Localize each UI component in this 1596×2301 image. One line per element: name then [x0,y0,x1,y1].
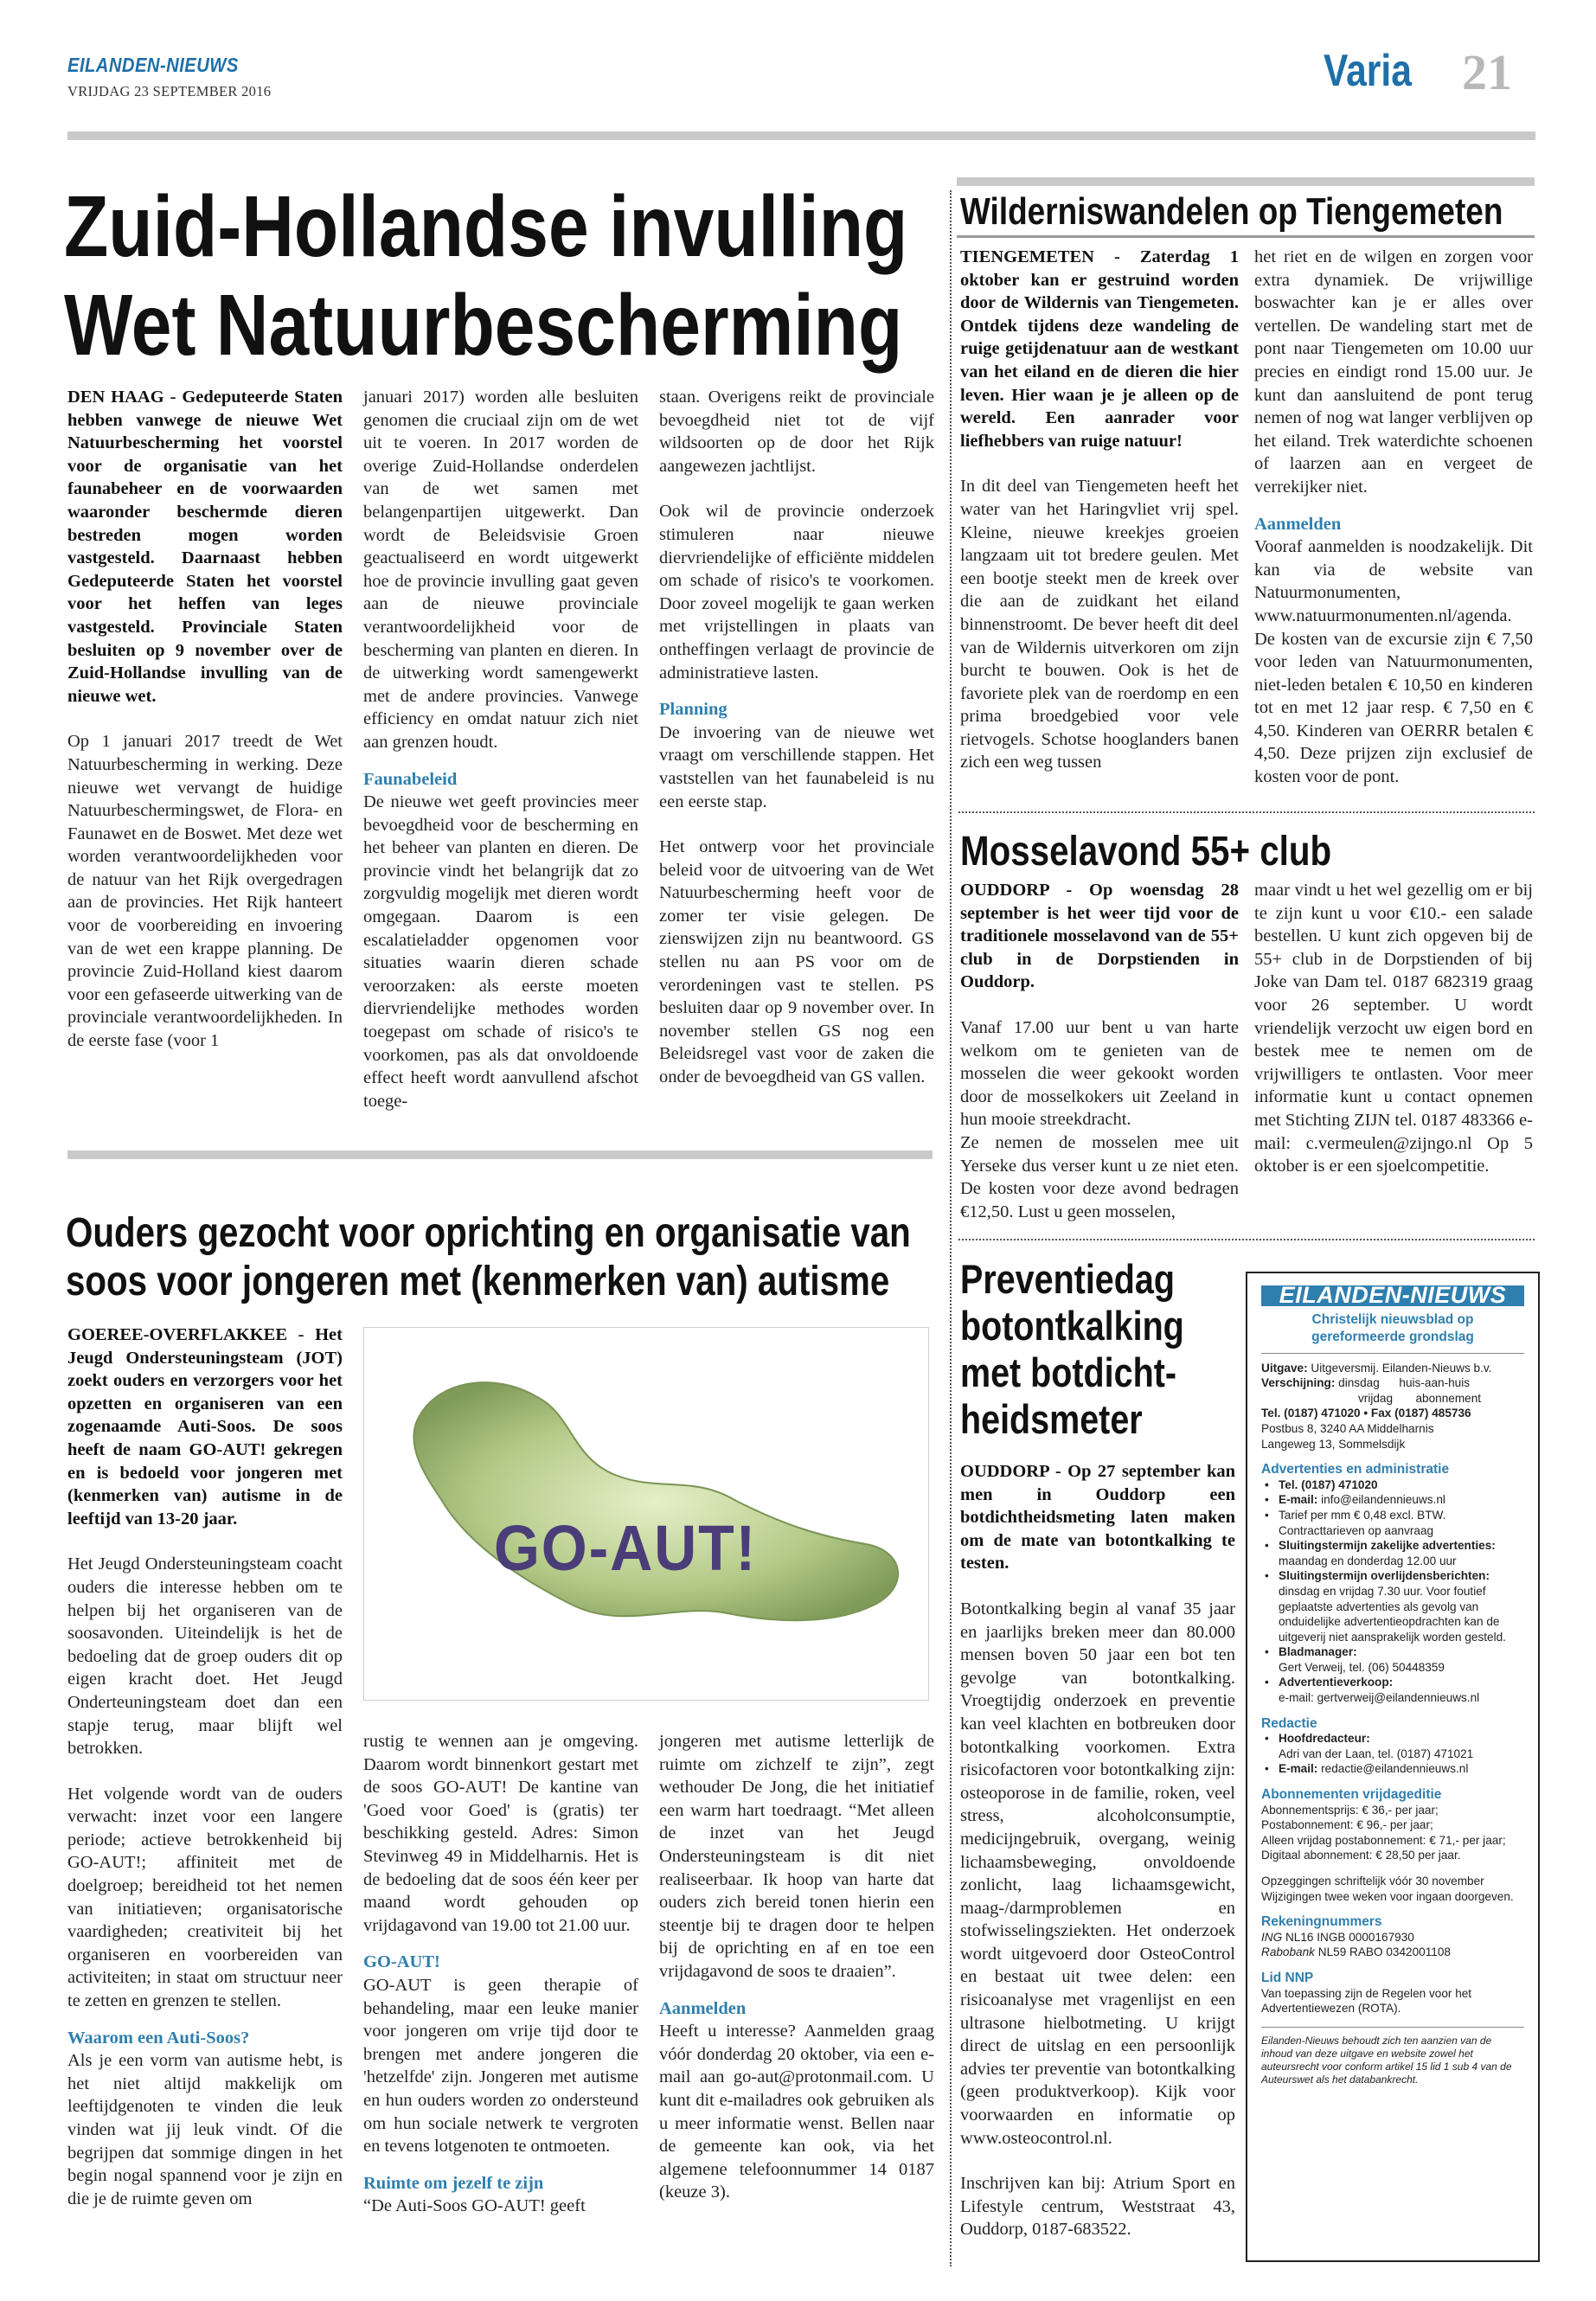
article2-subhead-waarom: Waarom een Auti-Soos? [67,2028,250,2048]
go-aut-logo-text: GO-AUT! [494,1512,758,1584]
article5-lead: OUDDORP - Op 27 september kan men in Ouddorp een botdichtheidsmeting laten maken om de mate van botontkalking te testen. [960,1462,1235,1574]
article2-lead: GOEREE-OVERFLAKKEE - Het Jeugd Ondersteuningsteam (JOT) zoekt ouders en verzorgers voor het opzetten en organiseren van een zogenaamde Auti-Soos. De soos heeft de naam GO-AUT! gekregen en is bedoeld voor jongeren met (kenmerken van) autisme in de leeftijd van 13-20 jaar. [67,1325,343,1529]
article1-col2-body2: De nieuwe wet geeft provincies meer bevoegdheid voor de bescherming en het beheer van planten en dieren. De provincie vindt het belangrijk dat zo zorgvuldig mogelijk met dieren wordt omgegaan. Daarom is een escalatieladder opgenomen voor situaties waarin dieren schade veroorzaken: als eerste moeten diervriendelijke methodes worden toegepast om schade of risico's te voorkomen, pas als dat onvoldoende effect heeft wordt aanvullend afschot toege- [363,792,638,1111]
article2-col3 [659,1730,934,2204]
article5-body2: Inschrijven kan bij: Atrium Sport en Lifestyle centrum, Weststraat 43, Ouddorp, 0187-683522. [960,2174,1235,2240]
article5-title-line2: botontkalking [960,1303,1184,1349]
go-aut-image [363,1327,929,1701]
article3-col2-body2: Vooraf aanmelden is noodzakelijk. Dit kan via de website van Natuurmonumenten, www.natuurmonumenten.nl/agenda. De kosten van de excursie zijn € 7,50 voor leden van Natuurmonumenten, niet-leden betalen € 10,50 en kinderen tot en met 12 jaar resp. € 7,50 en € 4,50. Kinderen van OERRR betalen € 4,50. Deze prijzen zijn exclusief de kosten voor de pont. [1254,537,1533,787]
sluit-zak-label: • Sluitingstermijn zakelijke advertenties: [1279,1539,1496,1553]
article2-col1-body1: Het Jeugd Ondersteuningsteam coacht ouders die interesse hebben om te helpen bij het organiseren van de soosavonden. Uiteindelijk is het de bedoeling dat de groep ouders dit op eigen kracht doet. Het Jeugd Onderteuningsteam doet dan een stapje terug, maar blijft wel betrokken. [67,1554,343,1759]
article3-top-rule [957,177,1535,186]
article1-title-line2: Wet Natuurbescherming [64,277,903,374]
article3-col2 [1254,246,1533,789]
article1-col3-body2: Ook wil de provincie onderzoek stimuleren naar nieuwe diervriendelijke of efficiënte middelen om schade of risico's te voorkomen. Door zoveel mogelijk te gaan werken met vrijstellingen in plaats van ontheffingen verlaagt de provincie de administratieve lasten. [659,502,934,683]
article1-title [64,178,907,374]
sluit-zak-value: maandag en donderdag 12.00 uur [1279,1554,1457,1567]
abonnementen-title: Abonnementen vrijdageditie [1261,1787,1442,1803]
article3-col2-body1: het riet en de wilgen en zorgen voor extra dynamiek. De vrijwillige boswachter kan je er alles over vertellen. De wandeling start met de pont naar Tiengemeten om 10.00 uur precies en eindigt rond 15.00 uur. Je kunt dan aansluitend de pont terug nemen of nog wat langer verblijven op het eiland. Trek waterdichte schoenen of laarzen aan en vergeet de verrekijker niet. [1254,247,1533,497]
article2-subhead-aanmelden: Aanmelden [659,1998,747,2018]
rek2-value: NL59 RABO 0342001108 [1317,1945,1451,1959]
article1-col2 [363,386,638,1112]
article4-bottom-separator [958,1239,1535,1240]
adv-email[interactable]: info@eilandennieuws.nl [1321,1493,1445,1507]
article3-col1-body: In dit deel van Tiengemeten heeft het water van het Haringvliet vrij spel. Kleine, nieuwe kreekjes groeien langzaam uit tot bredere geulen. Met een bootje steekt men de kreek over die aan de zuidkant het eiland binnenstroomt. De bever heeft dit deel van de Wildernis uitverkoren om zijn burcht te bouwen. Ook is het de favoriete plek van de roerdomp en een prima broedgebied voor vele rietvogels. Schotse hooglanders banen zich een weg tussen [960,477,1239,772]
article1-col1-body: Op 1 januari 2017 treedt de Wet Natuurbescherming in werking. Deze nieuwe wet vervangt de huidige Natuurbeschermingswet, de Flora- en Faunawet en de Boswet. Met deze wet worden verantwoordelijkheden voor de natuur van het Rijk overgedragen aan de provincies. Het Rijk hanteert voor de voorbereiding en invoering van de wet een krappe planning. De provincie Zuid-Holland kiest daarom voor een gefaseerde uitwerking van de provinciale verantwoordelijkheden. In de eerste fase (voor 1 [67,732,343,1051]
redactie-title: Redactie [1261,1715,1317,1731]
article3-bottom-separator [958,811,1535,813]
article1-col3 [659,386,934,1089]
lid-value: Van toepassing zijn de Regelen voor het Advertentiewezen (ROTA). [1261,1986,1472,2016]
article1-col3-body3: De invoering van de nieuwe wet vraagt om verschillende stappen. Het vaststellen van het faunabeleid is nu een eerste stap. [659,722,934,811]
colophon-tagline-1: Christelijk nieuwsblad op [1311,1311,1474,1327]
article1-subhead-planning: Planning [659,700,727,720]
article4-col2-body: maar vindt u het wel gezellig om er bij te zijn kunt u voor €10.- een salade bestellen. U kunt zich opgeven bij de 55+ club in de Dorpstienden of bij Joke van Dam tel. 0187 682319 graag voor 26 september. U wordt vriendelijk verzocht uw eigen bord en bestek mee te nemen om de vrijwilligers te ontlasten. Voor meer informatie kunt u contact opnemen met Stichting ZIJN tel. 0187 483366 e-mail: c.vermeulen@zijngo.nl Op 5 oktober is er een sjoelcompetitie. [1254,881,1533,1176]
rek2-label: Rabobank [1261,1945,1315,1959]
rek1-value: NL16 INGB 0000167930 [1285,1930,1414,1944]
abo-2: Postabonnement: € 96,- per jaar; [1261,1818,1433,1832]
masthead-logo: EILANDEN-NIEUWS [67,54,239,76]
abo-1: Abonnementsprijs: € 36,- per jaar; [1261,1803,1439,1817]
rek1-label: ING [1261,1930,1283,1944]
uitgave-value: Uitgeversmij. Eilanden-Nieuws b.v. [1311,1361,1492,1375]
hoofdred-label: • Hoofdredacteur: [1279,1732,1370,1746]
page-number: 21 [1462,44,1512,100]
article2-col1 [67,1324,343,2210]
masthead-rule [67,131,1535,140]
colophon-logo: EILANDEN-NIEUWS [1261,1285,1524,1306]
article4-col1-body1: Vanaf 17.00 uur bent u van harte welkom om te genieten van de mosselen die weer gekookt worden door de mosselkokers uit Zeeland in hun mooie streekdracht. [960,1017,1239,1130]
verschijning-label: Verschijning: [1261,1376,1336,1390]
article1-lead: DEN HAAG - Gedeputeerde Staten hebben vanwege de nieuwe Wet Natuurbescherming het voorstel voor de organisatie van het faunabeheer en de voorwaarden waaronder beschermde dieren bestreden mogen worden vastgesteld. Daarnaast hebben Gedeputeerde Staten het voorstel voor het heffen van leges vastgesteld. Provinciale Staten besluiten op 9 november over de Zuid-Hollandse invulling van de nieuwe wet. [67,388,343,706]
adv-tarief: • Tarief per mm € 0,48 excl. BTW. Contracttarieven op aanvraag [1261,1508,1524,1538]
hoofdred-value: Adri van der Laan, tel. (0187) 471021 [1279,1747,1474,1760]
bladmanager-value: Gert Verweij, tel. (06) 50448359 [1279,1660,1445,1674]
article2-subhead-goaut: GO-AUT! [363,1952,440,1972]
tel-fax: Tel. (0187) 471020 • Fax (0187) 485736 [1261,1407,1471,1420]
red-email-label: E-mail: [1279,1762,1318,1776]
colophon-tagline-2: gereformeerde grondslag [1311,1329,1474,1344]
abo-3: Alleen vrijdag postabonnement: € 71,- per jaar; [1261,1833,1506,1847]
article1-col2-body: januari 2017) worden alle besluiten genomen die cruciaal zijn om de wet uit te voeren. In 2017 worden de overige Zuid-Hollandse onderdelen van de wet samen met belangenpartijen uitgewerkt. Dan wordt de Beleidsvisie Groen geactualiseerd en wordt uitgewerkt hoe de provincie invulling gaat geven aan de nieuwe provinciale verantwoordelijkheid voor de bescherming van planten en dieren. In de uitwerking wordt samengewerkt met de andere provincies. Vanwege efficiency en omdat natuur zich niet aan grenzen houdt. [363,388,638,752]
lid-title: Lid NNP [1261,1970,1314,1985]
red-email[interactable]: redactie@eilandennieuws.nl [1321,1762,1469,1776]
article1-col3-body4: Het ontwerp voor het provinciale beleid voor de uitvoering van de Wet Natuurbescherming heeft voor de zomer ter visie gelegen. De zienswijzen zijn nu beantwoord. GS stellen nu aan PS voor om de verordeningen vast te stellen. PS besluiten daar op 9 november over. In november stellen GS nog een Beleidsregel vast voor de zaken die onder de bevoegdheid van GS vallen. [659,837,934,1087]
article1-col3-body1: staan. Overigens reikt de provinciale bevoegdheid niet tot de vijf wildsoorten op de door het Rijk aangewezen jachtlijst. [659,388,934,476]
article1-subhead-faunabeleid: Faunabeleid [363,769,458,789]
article2-col3-body2: Heeft u interesse? Aanmelden graag vóór donderdag 20 oktober, via een e-mail aan go-aut@protonmail.com. U kunt dit e-mailadres ook gebruiken als u meer informatie wenst. Bellen naar de gemeente kan ook, via het algemene telefoonnummer 14 0187 (keuze 3). [659,2022,934,2202]
disclaimer: Eilanden-Nieuws behoudt zich ten aanzien van de inhoud van deze uitgave en website zowel het auteursrecht voor conform artikel 15 lid 1 sub 4 van de Auteurswet als het databankrecht. [1261,2027,1524,2086]
article3-title: Wilderniswandelen op Tiengemeten [960,190,1503,233]
article4-col1-body2: Ze nemen de mosselen mee uit Yerseke dus verser kunt u ze niet eten. De kosten voor deze avond bedragen €12,50. Lust u geen mosselen, [960,1132,1239,1221]
adverkoop-label: • Advertentieverkoop: [1279,1676,1394,1689]
article4-lead: OUDDORP - Op woensdag 28 september is het weer tijd voor de traditionele mosselavond van de 55+ club in de Dorpstienden in Ouddorp. [960,881,1239,992]
article4-title: Mosselavond 55+ club [960,829,1332,875]
article3-subhead-aanmelden: Aanmelden [1254,514,1342,534]
article2-col1-body3: Als je een vorm van autisme hebt, is het niet altijd makkelijk om leeftijdgenoten te vinden die leuk vinden wat jij leuk vindt. Of die begrijpen dat sommige dingen in het begin nogal spannend voor je zijn en die je de ruimte geven om [67,2051,343,2208]
verschijning-value-1: dinsdag huis-aan-huis [1338,1376,1471,1390]
rekening-title: Rekeningnummers [1261,1914,1382,1930]
sluit-overl-value: dinsdag en vrijdag 7.30 uur. Voor foutief geplaatste advertenties als gevolg van onduidelijke advertentieopdrachten kan de uitgeverij niet aansprakelijk worden gesteld. [1279,1584,1506,1644]
colophon-box [1246,1272,1540,2262]
opzeg: Opzeggingen schriftelijk vóór 30 november Wijzigingen twee weken voor ingaan doorgeven. [1261,1875,1514,1903]
article1-col1 [67,386,343,1053]
article5-title [960,1256,1184,1443]
article2-col2 [363,1730,638,2218]
article2-title-line1: Ouders gezocht voor oprichting en organisatie van [66,1210,911,1256]
article3-col1 [960,246,1239,774]
column-separator [950,190,952,2266]
adv-tel: • Tel. (0187) 471020 [1261,1477,1524,1493]
article2-col2-body2: GO-AUT is geen therapie of behandeling, maar een leuke manier voor jongeren om vrije tijd door te brengen met andere jongeren die 'hetzelfde' zijn. Jongeren met autisme en hun ouders worden zo ondersteund om hun sociale netwerk te vergroten en tevens lotgenoten te ontmoeten. [363,1975,638,2157]
article1-title-line1: Zuid-Hollandse invulling [64,178,908,275]
sluit-overl-label: • Sluitingstermijn overlijdensberichten: [1279,1569,1490,1583]
article2-col2-body3: “De Auti-Soos GO-AUT! geeft [363,2196,586,2216]
masthead-date: VRIJDAG 23 SEPTEMBER 2016 [67,83,272,99]
bladmanager-label: • Bladmanager: [1279,1645,1357,1659]
article2-title [66,1209,911,1306]
advertenties-title: Advertenties en administratie [1261,1462,1450,1477]
article5-title-line1: Preventiedag [960,1256,1175,1302]
uitgave-label: Uitgave: [1261,1361,1308,1375]
article5-body [960,1460,1235,2241]
article1-bottom-rule [67,1150,933,1159]
article3-lead: TIENGEMETEN - Zaterdag 1 oktober kan er gestruind worden door de Wildernis van Tiengemeten. Ontdek tijdens deze wandeling de ruige getijdenatuur aan de westkant van het eiland en de dieren die hier leven. Hier waan je je alleen op de wereld. Een aanrader voor liefhebbers van ruige natuur! [960,247,1239,451]
article2-subhead-ruimte: Ruimte om jezelf te zijn [363,2173,544,2193]
article2-title-line2: soos voor jongeren met (kenmerken van) autisme [66,1259,890,1304]
adv-email-label: E-mail: [1279,1493,1318,1507]
postbus: Postbus 8, 3240 AA Middelharnis [1261,1421,1434,1435]
section-title: Varia [1324,46,1412,96]
abo-4: Digitaal abonnement: € 28,50 per jaar. [1261,1849,1461,1862]
article2-col1-body2: Het volgende wordt van de ouders verwacht: inzet voor een langere periode; actieve betrokkenheid bij GO-AUT!; affiniteit met de doelgroep; bereidheid tot het nemen van initiatieven; organisatorische vaardigheden; creativiteit bij het organiseren en voorbereiden van activiteiten; in staat om structuur neer te zetten en grenzen te stellen. [67,1784,343,2011]
article5-title-line4: heidsmeter [960,1396,1143,1442]
article5-title-line3: met botdicht- [960,1349,1177,1395]
article3-title-rule [957,235,1535,238]
article2-col3-body1: jongeren met autisme letterlijk de ruimte om zichzelf te zijn”, zegt wethouder De Jong, die het initiatief een warm hart toedraagt. “Met alleen de inzet van het Jeugd Ondersteuningsteam is dit niet realiseerbaar. Ik hoop van harte dat ouders zich bereid tonen hierin een steentje bij te dragen door te helpen bij de oprichting en af en toe een vrijdagavond de soos te draaien”. [659,1732,934,1981]
article4-col1 [960,879,1239,1223]
verschijning-value-2: vrijdag abonnement [1358,1391,1482,1405]
article5-body1: Botontkalking begin al vanaf 35 jaar en jaarlijks breken meer dan 80.000 mensen boven 50 jaar een bot ten gevolge van botontkalking. Vroegtijdig onderzoek en preventie kan veel klachten en botbreuken door botontkalking voorkomen. Extra risicofactoren voor botontkalking zijn: osteoporose in de familie, roken, veel stress, alcoholconsumptie, medicijngebruik, overgang, weinig lichaamsbeweging, onvoldoende zonlicht, laag lichaamsgewicht, maag-/darmproblemen en stofwisselingsziekten. Het onderzoek wordt uitgevoerd door OsteoControl en bestaat uit twee delen: een risicoanalyse met vragenlijst en een ultrasone hielbotmeting. U krijgt direct de uitslag en een persoonlijk advies ter preventie van botontkalking (geen produktverkoop). Kijk voor voorwaarden en informatie op www.osteocontrol.nl. [960,1599,1235,2148]
adres: Langeweg 13, Sommelsdijk [1261,1437,1406,1451]
adverkoop-value: e-mail: gertverweij@eilandennieuws.nl [1279,1691,1480,1705]
article2-col2-body1: rustig te wennen aan je omgeving. Daarom wordt binnenkort gestart met de soos GO-AUT! De kantine van 'Goed voor Goed' is (gratis) ter beschikking gesteld. Adres: Simon Stevinweg 49 in Middelharnis. Het is de bedoeling dat de soos één keer per maand wordt gehouden op vrijdagavond van 19.00 tot 21.00 uur. [363,1732,638,1935]
article4-col2 [1254,879,1533,1178]
